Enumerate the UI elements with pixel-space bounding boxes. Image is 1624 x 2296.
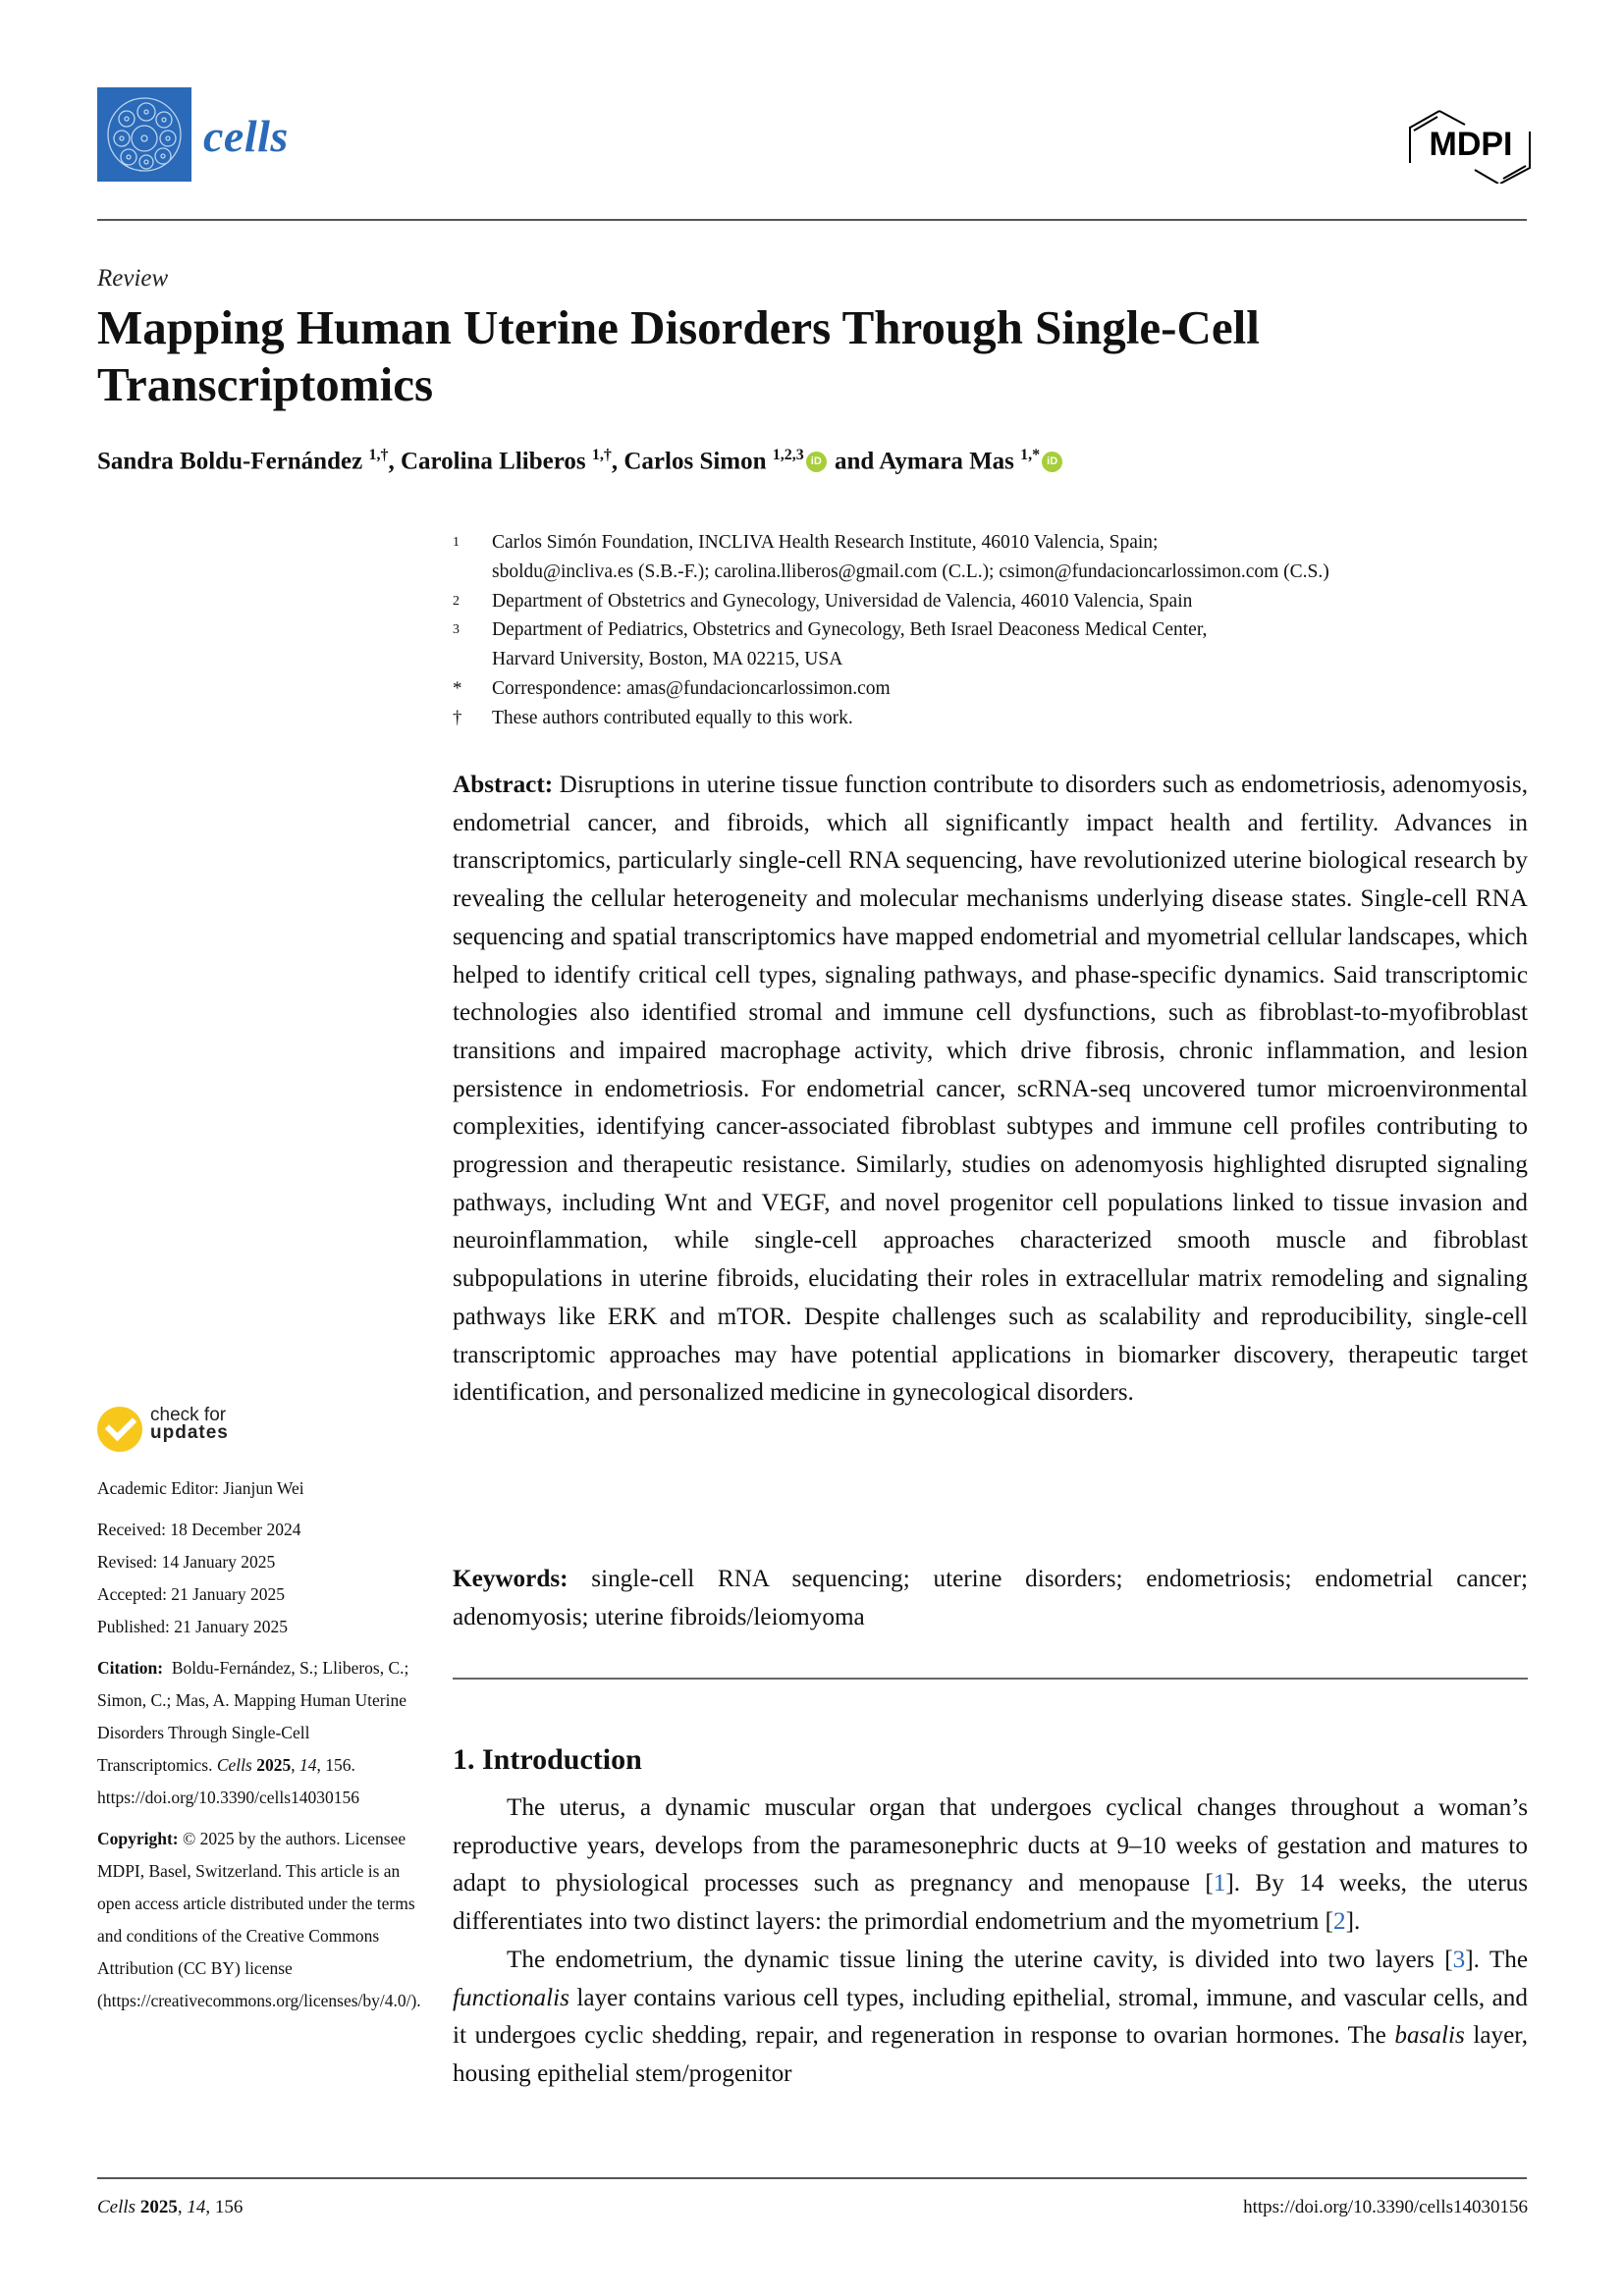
check-updates-icon — [97, 1407, 142, 1452]
correspondence-item — [453, 674, 1533, 704]
footer-volume: 14 — [187, 2197, 206, 2217]
publisher-name: MDPI — [1429, 126, 1513, 163]
affiliation-mark: 3 — [453, 622, 460, 638]
footer-divider — [97, 2177, 1527, 2179]
paragraph-text: The uterus, a dynamic muscular organ that undergoes cyclical changes throughout a woman’s reproductive years, develops from the paramesonephric ducts at 9–10 weeks of gestation and matures to adapt to physiological processes such as pregnancy and menopause [ — [453, 1794, 1528, 1897]
author-separator: , — [388, 448, 401, 475]
paragraph — [453, 1789, 1528, 1942]
copyright-label: Copyright: — [97, 1829, 179, 1848]
footer-year: 2025 — [139, 2197, 178, 2217]
publication-dates — [97, 1514, 421, 1643]
keywords-text: single-cell RNA sequencing; uterine disorders; endometriosis; endometrial cancer; adenomyosis; uterine fibroids/leiomyoma — [453, 1566, 1528, 1630]
affiliation-line: Department of Obstetrics and Gynecology, Universidad de Valencia, 46010 Valencia, Spain — [492, 590, 1193, 612]
copyright-block — [97, 1823, 421, 2017]
affiliation-line: Harvard University, Boston, MA 02215, USA — [492, 649, 843, 670]
author-name: Carolina Lliberos — [400, 448, 586, 475]
abstract — [453, 767, 1528, 1413]
abstract-label: Abstract: — [453, 772, 554, 798]
citation-year: 2025 — [256, 1755, 292, 1775]
header-divider — [97, 219, 1527, 221]
paragraph-text: ]. — [1345, 1908, 1361, 1936]
paragraph — [453, 1942, 1528, 2094]
affiliation-mark: 2 — [453, 593, 460, 609]
author-name: Carlos Simon — [623, 448, 767, 475]
received-date: Received: 18 December 2024 — [97, 1520, 301, 1539]
paragraph-text: ]. The — [1465, 1946, 1528, 1973]
copyright-text: © 2025 by the authors. Licensee MDPI, Basel, Switzerland. This article is an open access article distributed under the terms and conditions of the Creative Commons Attribution (CC BY) license (https://creativecommons.org/licenses/by/4.0/). — [97, 1829, 421, 2010]
affiliation-mark: † — [453, 707, 462, 728]
revised-date: Revised: 14 January 2025 — [97, 1552, 276, 1572]
accepted-date: Accepted: 21 January 2025 — [97, 1584, 285, 1604]
section-divider — [453, 1678, 1528, 1680]
citation-volume: 14 — [298, 1755, 317, 1775]
author-affiliation-marks: 1,2,3 — [772, 447, 804, 463]
author-name: Sandra Boldu-Fernández — [97, 448, 363, 475]
section-heading: 1. Introduction — [453, 1743, 642, 1776]
academic-editor: Academic Editor: Jianjun Wei — [97, 1478, 304, 1498]
affiliation-mark: * — [453, 677, 462, 699]
affiliation-line: Department of Pediatrics, Obstetrics and Gynecology, Beth Israel Deaconess Medical Center, — [492, 619, 1208, 641]
orcid-icon[interactable]: iD — [806, 452, 827, 472]
author-affiliation-marks: 1,† — [368, 447, 389, 463]
check-updates-line1: check for — [150, 1405, 227, 1425]
article-title: Mapping Human Uterine Disorders Through Single-Cell Transcriptomics — [97, 300, 1260, 411]
affiliation-item — [453, 615, 1533, 674]
paragraph-text: The endometrium, the dynamic tissue lining the uterine cavity, is divided into two layers [ — [507, 1946, 1453, 1973]
affiliation-item — [453, 528, 1533, 587]
abstract-text: Disruptions in uterine tissue function contribute to disorders such as endometriosis, adenomyosis, endometrial cancer, and fibroids, which all significantly impact health and fertility. Advances in transcriptomics, particularly single-cell RNA sequencing, have revolutionized uterine biological research by revealing the cellular heterogeneity and molecular mechanisms underlying disease states. Single-cell RNA sequencing and spatial transcriptomics have mapped endometrial and myometrial cellular landscapes, which helped to identify critical cell types, signaling pathways, and phase-specific dynamics. Said transcriptomic technologies also identified stromal and immune cell dysfunctions, such as fibroblast-to-myofibroblast transitions and impaired macrophage activity, which drive fibrosis, chronic inflammation, and lesion persistence in endometriosis. For endometrial cancer, scRNA-seq uncovered tumor microenvironmental complexities, identifying cancer-associated fibroblast subtypes and immune cell profiles contributing to progression and therapeutic resistance. Similarly, studies on adenomyosis highlighted disrupted signaling pathways, including Wnt and VEGF, and novel progenitor cell populations linked to tissue invasion and neuroinflammation, while single-cell approaches characterized smooth muscle and fibroblast subpopulations in uterine fibroids, elucidating their roles in extracellular matrix remodeling and signaling pathways like ERK and mTOR. Despite challenges such as scalability and reproducibility, single-cell transcriptomic approaches may have potential applications in biomarker discovery, therapeutic target identification, and personalized medicine in gynecological disorders. — [453, 772, 1528, 1407]
citation-label: Citation: — [97, 1658, 164, 1678]
author-affiliation-marks: 1,* — [1020, 447, 1041, 463]
emphasis-term: basalis — [1394, 2022, 1465, 2050]
paragraph-text: ]. By 14 weeks, the uterus differentiates into two distinct layers: the primordial endometrium and the myometrium [ — [453, 1870, 1528, 1936]
published-date: Published: 21 January 2025 — [97, 1617, 288, 1636]
author-name: Aymara Mas — [879, 448, 1014, 475]
keywords-label: Keywords: — [453, 1566, 568, 1592]
article-info-sidebar — [97, 1472, 421, 2026]
author-separator: , — [611, 448, 624, 475]
affiliations-list — [453, 528, 1533, 733]
footer-citation: Cells 2025, 14, 156 — [97, 2197, 244, 2217]
affiliation-line: Carlos Simón Foundation, INCLIVA Health Research Institute, 46010 Valencia, Spain; — [492, 532, 1159, 553]
footer-journal: Cells — [97, 2197, 136, 2217]
footer-page: , 156 — [205, 2197, 244, 2217]
paragraph-text: layer, housing epithelial stem/progenitor — [453, 2022, 1528, 2087]
orcid-icon[interactable]: iD — [1042, 452, 1062, 472]
citation-text: Boldu-Fernández, S.; Lliberos, C.; Simon, C.; Mas, A. Mapping Human Uterine Disorders Through Single-Cell Transcriptomics. — [97, 1658, 409, 1775]
citation-link[interactable]: 2 — [1332, 1908, 1346, 1936]
introduction-body — [453, 1789, 1528, 2094]
citation-link[interactable]: 1 — [1213, 1870, 1226, 1897]
equal-contribution-text: These authors contributed equally to this work. — [492, 707, 853, 728]
citation-doi[interactable]: , 156. https://doi.org/10.3390/cells14030156 — [97, 1755, 360, 1807]
emphasis-term: functionalis — [453, 1984, 569, 2011]
author-separator: and — [828, 448, 880, 475]
footer-doi-link[interactable]: https://doi.org/10.3390/cells14030156 — [1243, 2197, 1528, 2217]
affiliation-mark: 1 — [453, 535, 460, 550]
citation-link[interactable]: 3 — [1452, 1946, 1466, 1973]
citation-journal: Cells — [216, 1755, 252, 1775]
correspondence-email[interactable]: Correspondence: amas@fundacioncarlossimon.com — [492, 677, 891, 699]
check-for-updates-button[interactable] — [97, 1407, 254, 1452]
affiliation-emails[interactable]: sboldu@incliva.es (S.B.-F.); carolina.lliberos@gmail.com (C.L.); csimon@fundacioncarlossimon.com (C.S.) — [492, 561, 1329, 582]
mdpi-logo-icon — [1406, 101, 1534, 184]
keywords — [453, 1561, 1528, 1636]
equal-contribution-note — [453, 704, 1533, 733]
paragraph-text: layer contains various cell types, including epithelial, stromal, immune, and vascular cells, and it undergoes cyclic shedding, repair, and regeneration in response to ovarian hormones. The — [453, 1984, 1528, 2050]
check-updates-line2: updates — [150, 1422, 229, 1443]
affiliation-item — [453, 587, 1533, 616]
citation-block: Citation: Boldu-Fernández, S.; Lliberos, C.; Simon, C.; Mas, A. Mapping Human Uterine Disorders Through Single-Cell Transcriptomics. Cells 2025, 14, 156. https://doi.org/10.3390/cells14030156 — [97, 1658, 409, 1807]
journal-name: cells — [203, 111, 289, 161]
article-type: Review — [97, 265, 169, 292]
author-affiliation-marks: 1,† — [591, 447, 612, 463]
cells-journal-logo-icon — [97, 87, 191, 182]
author-list — [97, 447, 1064, 475]
